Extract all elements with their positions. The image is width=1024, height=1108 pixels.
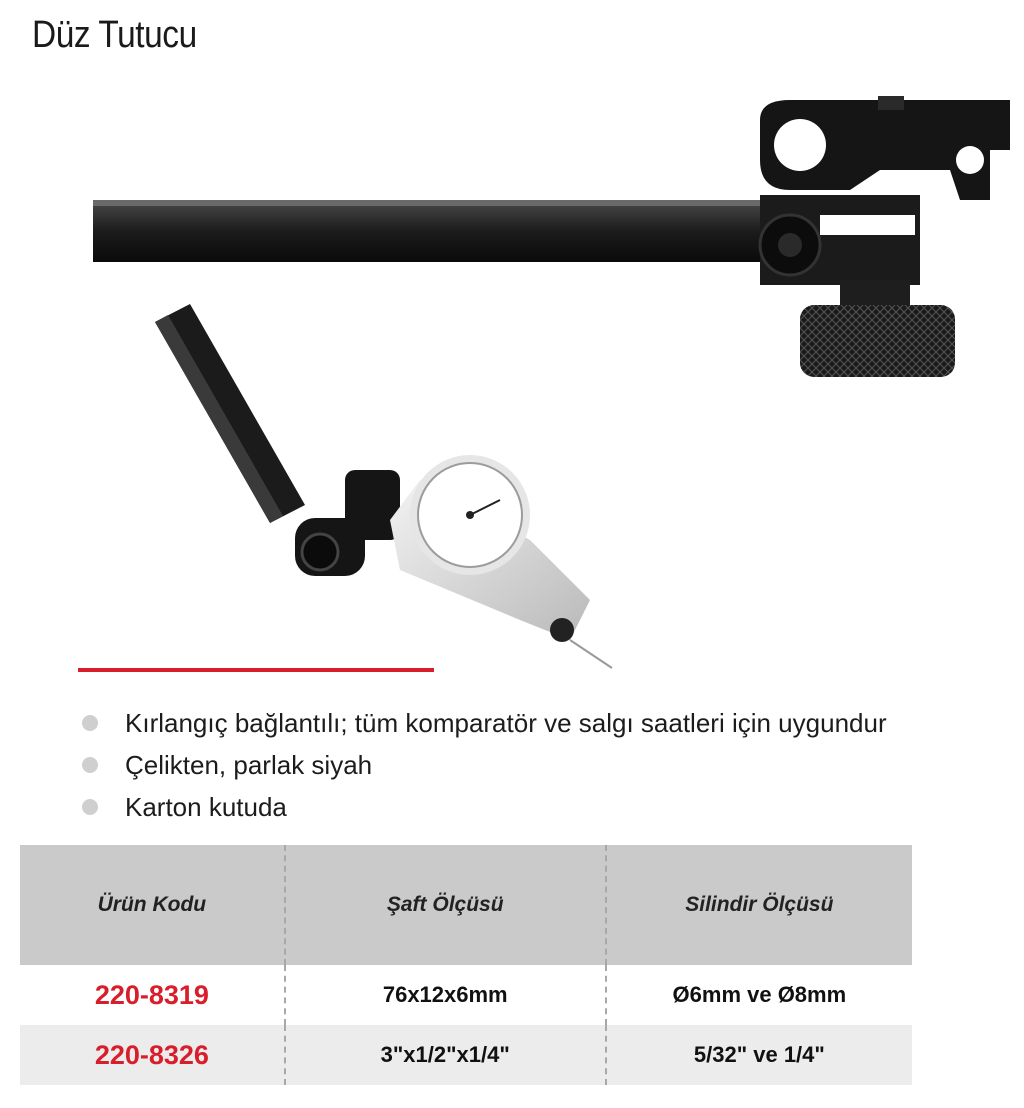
shaft-size: 76x12x6mm [285,965,606,1025]
table-row [20,1025,912,1085]
straight-holder-image [93,96,1010,377]
header-cylinder-size: Silindir Ölçüsü [606,845,912,965]
shaft-size: 3"x1/2"x1/4" [285,1025,606,1085]
header-shaft-size: Şaft Ölçüsü [285,845,606,965]
bullet-icon [82,715,98,731]
product-code: 220-8326 [20,1025,285,1085]
feature-item: Kırlangıç bağlantılı; tüm komparatör ve salgı saatleri için uygundur [80,702,887,744]
accent-divider [78,668,434,672]
bullet-icon [82,799,98,815]
test-indicator-image [155,304,612,668]
spec-table [20,845,912,1085]
header-product-code: Ürün Kodu [20,845,285,965]
product-code: 220-8319 [20,965,285,1025]
feature-item: Karton kutuda [80,786,887,828]
page-title: Düz Tutucu [32,14,197,56]
bullet-icon [82,757,98,773]
table-header-row [20,845,912,965]
cylinder-size: Ø6mm ve Ø8mm [606,965,912,1025]
cylinder-size: 5/32" ve 1/4" [606,1025,912,1085]
table-row [20,965,912,1025]
feature-item: Çelikten, parlak siyah [80,744,887,786]
feature-list [80,702,887,828]
